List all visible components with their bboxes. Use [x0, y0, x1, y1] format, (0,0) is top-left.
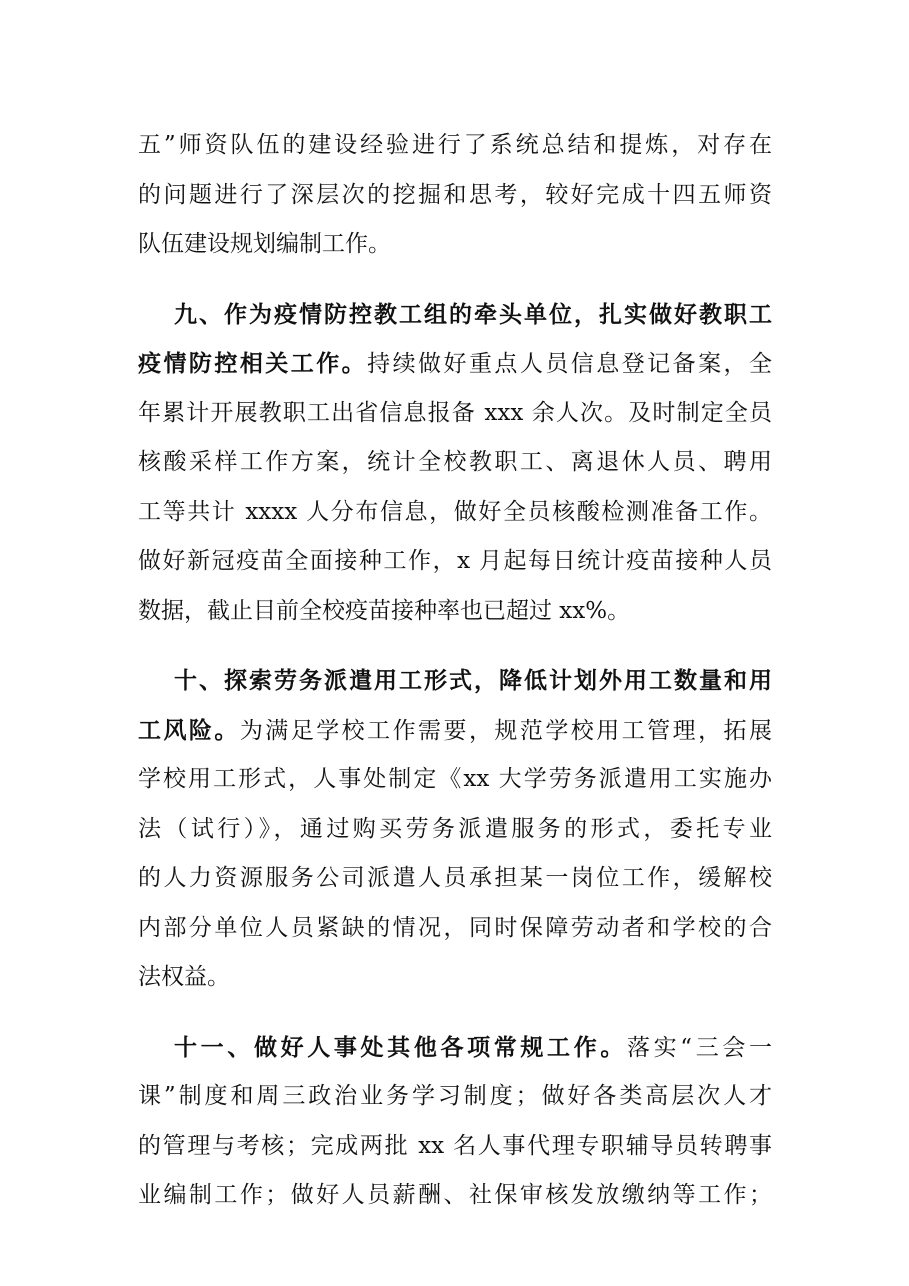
line-text: 落实“三会一: [627, 1034, 772, 1061]
section-heading: 九、作为疫情防控教工组的牵头单位，扎实做好教职工: [174, 300, 772, 328]
line-text: 的管理与考核；完成两批 xx 名人事代理专职辅导员转聘事: [138, 1132, 772, 1159]
line-text: 业编制工作；做好人员薪酬、社保审核发放缴纳等工作；: [138, 1182, 772, 1208]
line-text: 课”制度和周三政治业务学习制度；做好各类高层次人才: [138, 1083, 772, 1109]
line-text: 为满足学校工作需要，规范学校用工管理，拓展: [239, 717, 772, 744]
paragraph-section-9: [138, 290, 772, 637]
text-line: [138, 339, 772, 389]
line-text: 法（试行）》，通过购买劳务派遣服务的形式，委托专业: [138, 815, 772, 842]
text-line: [138, 220, 772, 270]
section-heading: 十一、做好人事处其他各项常规工作。: [174, 1033, 627, 1061]
line-text: 五”师资队伍的建设经验进行了系统总结和提炼，对存在: [138, 132, 772, 158]
line-text: 做好新冠疫苗全面接种工作，x 月起每日统计疫苗接种人员: [138, 548, 772, 574]
text-line: [138, 706, 772, 756]
line-text: 内部分单位人员紧缺的情况，同时保障劳动者和学校的合: [138, 914, 772, 941]
text-line: [138, 488, 772, 538]
line-text: 法权益。: [138, 964, 230, 990]
paragraph-section-11: [138, 1023, 772, 1221]
paragraph-section-10: [138, 656, 772, 1003]
line-text: 数据，截止目前全校疫苗接种率也已超过 xx%。: [138, 597, 631, 624]
text-line: [138, 1122, 772, 1172]
text-line: [138, 537, 772, 587]
text-line: [138, 121, 772, 171]
line-text: 的问题进行了深层次的挖掘和思考，较好完成十四五师资: [138, 181, 772, 208]
text-line: [138, 438, 772, 488]
section-heading: 疫情防控相关工作。: [138, 350, 368, 377]
line-text: 持续做好重点人员信息登记备案，全: [367, 351, 772, 377]
text-line: [138, 904, 772, 954]
text-line: [138, 389, 772, 439]
section-heading-line: [138, 1023, 772, 1073]
line-text: 队伍建设规划编制工作。: [138, 231, 391, 257]
section-heading-line: [138, 290, 772, 340]
text-line: [138, 953, 772, 1003]
text-line: [138, 1171, 772, 1221]
text-line: [138, 755, 772, 805]
line-text: 年累计开展教职工出省信息报备 xxx 余人次。及时制定全员: [138, 399, 772, 426]
text-line: [138, 587, 772, 637]
line-text: 核酸采样工作方案，统计全校教职工、离退休人员、聘用: [138, 449, 772, 475]
paragraph-section-8-tail: [138, 121, 772, 270]
section-heading: 十、探索劳务派遣用工形式，降低计划外用工数量和用: [174, 667, 772, 694]
document-page: [138, 121, 772, 1221]
text-line: [138, 1072, 772, 1122]
section-heading: 工风险。: [138, 716, 240, 744]
line-text: 工等共计 xxxx 人分布信息，做好全员核酸检测准备工作。: [138, 498, 772, 525]
text-line: [138, 805, 772, 855]
text-line: [138, 171, 772, 221]
section-heading-line: [138, 656, 772, 706]
text-line: [138, 854, 772, 904]
line-text: 学校用工形式，人事处制定《xx 大学劳务派遣用工实施办: [138, 766, 772, 792]
line-text: 的人力资源服务公司派遣人员承担某一岗位工作，缓解校: [138, 865, 772, 891]
